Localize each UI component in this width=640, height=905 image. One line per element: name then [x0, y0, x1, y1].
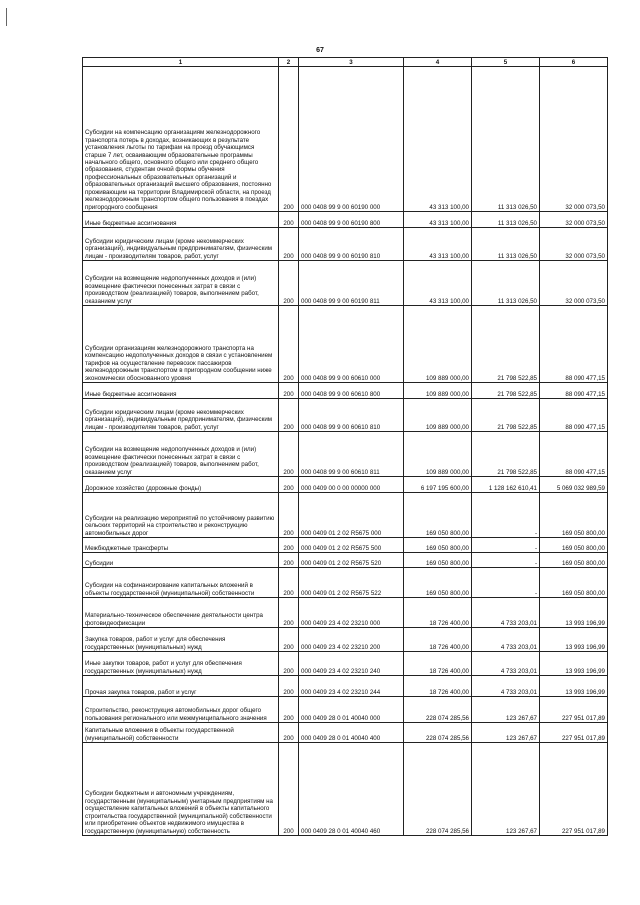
row-executed-cell: 11 313 026,50 [472, 67, 540, 212]
row-classification-cell: 000 0408 99 9 00 60190 811 [299, 261, 404, 306]
row-executed-cell: 123 267,67 [472, 697, 540, 723]
row-executed-cell: 21 798 522,85 [472, 306, 540, 383]
table-row [83, 399, 608, 432]
table-row [83, 212, 608, 228]
row-unexecuted-cell: 227 951 017,89 [540, 743, 608, 836]
table-row [83, 723, 608, 743]
row-code-cell: 200 [279, 261, 299, 306]
row-executed-cell: 11 313 026,50 [472, 228, 540, 261]
row-unexecuted-cell: 13 993 196,99 [540, 628, 608, 652]
row-classification-cell: 000 0409 01 2 02 R5675 522 [299, 568, 404, 598]
row-unexecuted-cell: 169 050 800,00 [540, 493, 608, 538]
header-cell-1: 1 [83, 58, 279, 67]
row-code-cell: 200 [279, 306, 299, 383]
header-cell-2: 2 [279, 58, 299, 67]
row-name-cell: Субсидии на возмещение недополученных доходов и (или) возмещение фактически понесенных затрат в связи с производством (реализацией) товаров, выполнением работ, оказанием услуг [83, 432, 279, 477]
table-row [83, 598, 608, 628]
row-executed-cell: 123 267,67 [472, 743, 540, 836]
row-approved-cell: 18 726 400,00 [404, 628, 472, 652]
row-unexecuted-cell: 88 090 477,15 [540, 399, 608, 432]
row-approved-cell: 43 313 100,00 [404, 261, 472, 306]
row-unexecuted-cell: 5 069 032 989,59 [540, 477, 608, 493]
page-edge-mark [6, 8, 7, 26]
row-name-cell: Иные закупки товаров, работ и услуг для обеспечения государственных (муниципальных) нужд [83, 652, 279, 676]
row-code-cell: 200 [279, 383, 299, 399]
row-classification-cell: 000 0409 23 4 02 23210 244 [299, 676, 404, 697]
row-unexecuted-cell: 13 993 196,99 [540, 676, 608, 697]
row-unexecuted-cell: 32 000 073,50 [540, 67, 608, 212]
row-classification-cell: 000 0408 99 9 00 60610 810 [299, 399, 404, 432]
row-approved-cell: 109 889 000,00 [404, 383, 472, 399]
header-cell-6: 6 [540, 58, 608, 67]
row-classification-cell: 000 0409 28 0 01 40040 460 [299, 743, 404, 836]
row-unexecuted-cell: 32 000 073,50 [540, 261, 608, 306]
row-approved-cell: 228 074 285,56 [404, 743, 472, 836]
row-approved-cell: 169 050 800,00 [404, 568, 472, 598]
row-executed-cell: 21 798 522,85 [472, 399, 540, 432]
header-cell-5: 5 [472, 58, 540, 67]
row-name-cell: Прочая закупка товаров, работ и услуг [83, 676, 279, 697]
row-classification-cell: 000 0408 99 9 00 60190 800 [299, 212, 404, 228]
row-executed-cell: 11 313 026,50 [472, 261, 540, 306]
row-code-cell: 200 [279, 67, 299, 212]
row-code-cell: 200 [279, 628, 299, 652]
row-approved-cell: 18 726 400,00 [404, 676, 472, 697]
row-name-cell: Строительство, реконструкция автомобильных дорог общего пользования регионального или межмуниципального значения [83, 697, 279, 723]
row-classification-cell: 000 0409 23 4 02 23210 000 [299, 598, 404, 628]
row-name-cell: Иные бюджетные ассигнования [83, 212, 279, 228]
row-code-cell: 200 [279, 723, 299, 743]
row-unexecuted-cell: 169 050 800,00 [540, 553, 608, 568]
row-name-cell: Субсидии на возмещение недополученных доходов и (или) возмещение фактически понесенных затрат в связи с производством (реализацией) товаров, выполнением работ, оказанием услуг [83, 261, 279, 306]
row-code-cell: 200 [279, 697, 299, 723]
row-approved-cell: 6 197 195 600,00 [404, 477, 472, 493]
row-code-cell: 200 [279, 553, 299, 568]
row-unexecuted-cell: 227 951 017,89 [540, 697, 608, 723]
row-executed-cell: 4 733 203,01 [472, 598, 540, 628]
row-executed-cell: - [472, 493, 540, 538]
header-cell-3: 3 [299, 58, 404, 67]
row-approved-cell: 109 889 000,00 [404, 306, 472, 383]
row-name-cell: Субсидии на компенсацию организациям железнодорожного транспорта потерь в доходах, возникающих в результате установления льготы по тарифам на проезд обучающимся старше 7 лет, осваивающим образовательные программы начального общего, основного общего или среднего общего образования, студентам очной формы обучения профессиональных образовательных организаций и образовательных организаций высшего образования, постоянно проживающим на территории Владимирской области, на проезд железнодорожным транспортом общего пользования в поездах пригородного сообщения [83, 67, 279, 212]
table-row [83, 676, 608, 697]
row-executed-cell: - [472, 538, 540, 553]
row-classification-cell: 000 0409 28 0 01 40040 400 [299, 723, 404, 743]
row-code-cell: 200 [279, 432, 299, 477]
row-classification-cell: 000 0409 00 0 00 00000 000 [299, 477, 404, 493]
row-approved-cell: 169 050 800,00 [404, 553, 472, 568]
row-name-cell: Субсидии [83, 553, 279, 568]
row-approved-cell: 228 074 285,56 [404, 697, 472, 723]
row-code-cell: 200 [279, 212, 299, 228]
row-executed-cell: - [472, 568, 540, 598]
row-unexecuted-cell: 32 000 073,50 [540, 228, 608, 261]
row-approved-cell: 228 074 285,56 [404, 723, 472, 743]
row-classification-cell: 000 0408 99 9 00 60190 000 [299, 67, 404, 212]
header-row [83, 58, 608, 67]
table-row [83, 67, 608, 212]
row-code-cell: 200 [279, 676, 299, 697]
row-executed-cell: 21 798 522,85 [472, 383, 540, 399]
row-classification-cell: 000 0409 01 2 02 R5675 000 [299, 493, 404, 538]
row-name-cell: Дорожное хозяйство (дорожные фонды) [83, 477, 279, 493]
table-row [83, 432, 608, 477]
row-name-cell: Закупка товаров, работ и услуг для обеспечения государственных (муниципальных) нужд [83, 628, 279, 652]
table-row [83, 228, 608, 261]
table-row [83, 383, 608, 399]
row-name-cell: Субсидии юридическим лицам (кроме некоммерческих организаций), индивидуальным предпринимателям, физическим лицам - производителям товаров, работ, услуг [83, 228, 279, 261]
row-classification-cell: 000 0409 01 2 02 R5675 500 [299, 538, 404, 553]
row-name-cell: Субсидии бюджетным и автономным учреждениям, государственным (муниципальным) унитарным предприятиям на осуществление капитальных вложений в объекты капитального строительства государственной (муниципальной) собственности или приобретение объектов недвижимого имущества в государственную (муниципальную) собственность [83, 743, 279, 836]
table-row [83, 553, 608, 568]
row-unexecuted-cell: 227 951 017,89 [540, 723, 608, 743]
row-approved-cell: 109 889 000,00 [404, 432, 472, 477]
row-approved-cell: 43 313 100,00 [404, 228, 472, 261]
table-row [83, 652, 608, 676]
row-code-cell: 200 [279, 477, 299, 493]
row-code-cell: 200 [279, 538, 299, 553]
row-unexecuted-cell: 88 090 477,15 [540, 306, 608, 383]
row-executed-cell: 21 798 522,85 [472, 432, 540, 477]
row-code-cell: 200 [279, 568, 299, 598]
row-name-cell: Иные бюджетные ассигнования [83, 383, 279, 399]
table-row [83, 568, 608, 598]
row-code-cell: 200 [279, 743, 299, 836]
row-code-cell: 200 [279, 652, 299, 676]
row-code-cell: 200 [279, 228, 299, 261]
row-name-cell: Субсидии юридическим лицам (кроме некоммерческих организаций), индивидуальным предпринимателям, физическим лицам - производителям товаров, работ, услуг [83, 399, 279, 432]
row-classification-cell: 000 0408 99 9 00 60610 000 [299, 306, 404, 383]
table-row [83, 477, 608, 493]
row-classification-cell: 000 0408 99 9 00 60610 800 [299, 383, 404, 399]
row-approved-cell: 43 313 100,00 [404, 212, 472, 228]
row-unexecuted-cell: 88 090 477,15 [540, 432, 608, 477]
row-executed-cell: 4 733 203,01 [472, 628, 540, 652]
table-row [83, 306, 608, 383]
row-approved-cell: 18 726 400,00 [404, 598, 472, 628]
row-code-cell: 200 [279, 493, 299, 538]
row-executed-cell: 1 128 162 610,41 [472, 477, 540, 493]
row-unexecuted-cell: 88 090 477,15 [540, 383, 608, 399]
row-executed-cell: 4 733 203,01 [472, 652, 540, 676]
row-name-cell: Субсидии на реализацию мероприятий по устойчивому развитию сельских территорий на строительство и реконструкцию автомобильных дорог [83, 493, 279, 538]
row-name-cell: Материально-техническое обеспечение деятельности центра фотовидеофиксации [83, 598, 279, 628]
row-unexecuted-cell: 32 000 073,50 [540, 212, 608, 228]
row-executed-cell: 123 267,67 [472, 723, 540, 743]
row-classification-cell: 000 0409 28 0 01 40040 000 [299, 697, 404, 723]
row-unexecuted-cell: 169 050 800,00 [540, 538, 608, 553]
row-classification-cell: 000 0408 99 9 00 60190 810 [299, 228, 404, 261]
row-unexecuted-cell: 169 050 800,00 [540, 568, 608, 598]
row-classification-cell: 000 0409 23 4 02 23210 240 [299, 652, 404, 676]
row-classification-cell: 000 0408 99 9 00 60610 811 [299, 432, 404, 477]
table-row [83, 493, 608, 538]
row-classification-cell: 000 0409 23 4 02 23210 200 [299, 628, 404, 652]
row-name-cell: Межбюджетные трансферты [83, 538, 279, 553]
header-cell-4: 4 [404, 58, 472, 67]
row-approved-cell: 169 050 800,00 [404, 538, 472, 553]
table-row [83, 628, 608, 652]
row-classification-cell: 000 0409 01 2 02 R5675 520 [299, 553, 404, 568]
table-row [83, 261, 608, 306]
row-code-cell: 200 [279, 399, 299, 432]
row-executed-cell: - [472, 553, 540, 568]
row-approved-cell: 43 313 100,00 [404, 67, 472, 212]
row-approved-cell: 169 050 800,00 [404, 493, 472, 538]
row-name-cell: Субсидии на софинансирование капитальных вложений в объекты государственной (муниципальной) собственности [83, 568, 279, 598]
row-unexecuted-cell: 13 993 196,99 [540, 598, 608, 628]
budget-execution-table [82, 57, 608, 836]
row-name-cell: Субсидии организациям железнодорожного транспорта на компенсацию недополученных доходов в связи с установлением тарифов на осуществление перевозок пассажиров железнодорожным транспортом в пригородном сообщении ниже экономически обоснованного уровня [83, 306, 279, 383]
row-executed-cell: 4 733 203,01 [472, 676, 540, 697]
row-approved-cell: 109 889 000,00 [404, 399, 472, 432]
table-row [83, 538, 608, 553]
table-row [83, 743, 608, 836]
row-executed-cell: 11 313 026,50 [472, 212, 540, 228]
page-number: 67 [316, 47, 324, 54]
row-unexecuted-cell: 13 993 196,99 [540, 652, 608, 676]
table-row [83, 697, 608, 723]
row-code-cell: 200 [279, 598, 299, 628]
row-approved-cell: 18 726 400,00 [404, 652, 472, 676]
row-name-cell: Капитальные вложения в объекты государственной (муниципальной) собственности [83, 723, 279, 743]
